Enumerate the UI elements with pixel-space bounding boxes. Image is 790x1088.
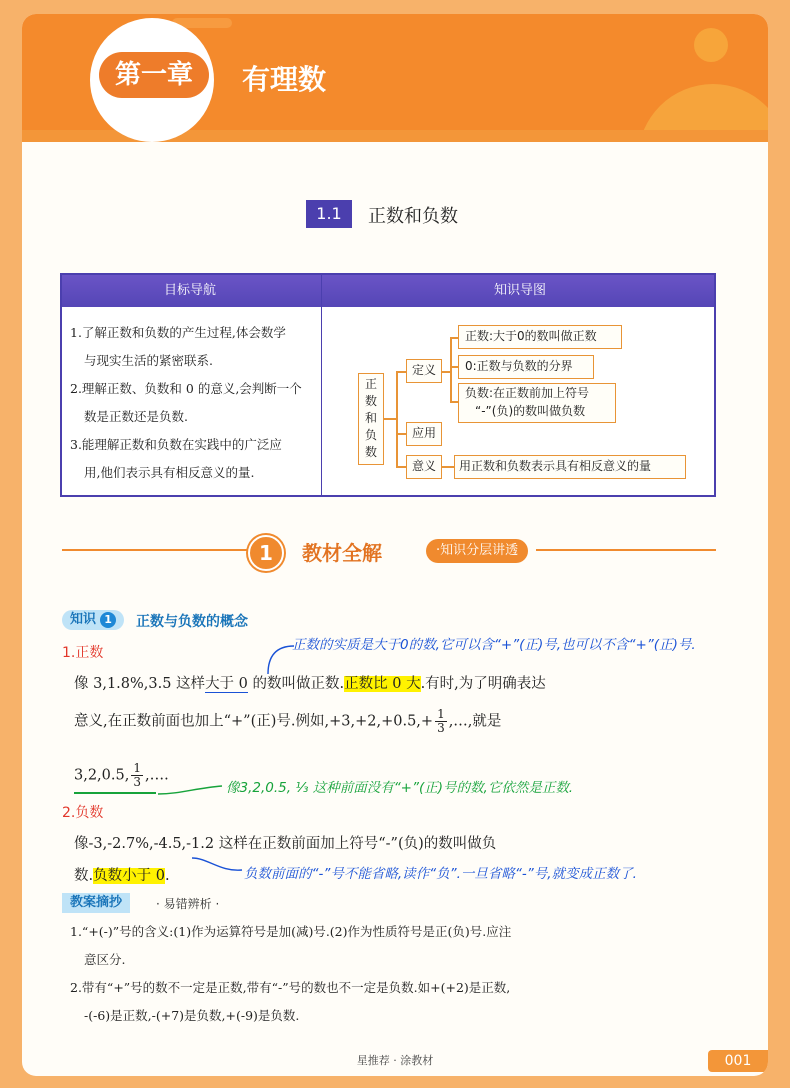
knowledge-tag-number: 1: [100, 612, 116, 628]
connector: [396, 433, 406, 435]
caption-line-right: [536, 549, 716, 551]
note-line: 意区分.: [84, 952, 126, 967]
handwritten-note-2: 像3,2,0.5, ⅓ 这种前面没有“+”(正)号的数,它依然是正数.: [226, 780, 574, 796]
notes-tag: 教案摘抄: [62, 893, 130, 913]
goal-line: 数是正数还是负数.: [84, 409, 188, 424]
text-run: 意义,在正数前面也加上“+”(正)号.例如,+3,+2,+0.5,+: [74, 713, 434, 730]
paragraph-line-4: 像-3,-2.7%,-4.5,-1.2 这样在正数前面加上符号“-”(负)的数叫做负: [74, 836, 497, 852]
note-line: 1.“+(-)”号的含义:(1)作为运算符号是加(减)号.(2)作为性质符号是正(负)号.应注: [70, 924, 512, 939]
fraction-denominator: 3: [133, 775, 141, 789]
connector: [442, 371, 450, 373]
footer-text: 星推荐 · 涂教材: [356, 1054, 434, 1067]
fraction-numerator: 1: [133, 761, 141, 775]
mindmap-root: [358, 373, 384, 465]
goal-line: 1.了解正数和负数的产生过程,体会数学: [70, 325, 286, 340]
connector: [450, 337, 452, 401]
section-title: 正数和负数: [368, 206, 458, 227]
fraction: [131, 762, 143, 789]
handwritten-note-1: 正数的实质是大于0的数,它可以含“+”(正)号,也可以不含“+”(正)号.: [292, 637, 696, 653]
text-run: 的数叫做正数.: [247, 676, 345, 692]
leaf-negative-line: 负数:在正数前加上符号: [465, 386, 590, 400]
branch-meaning: 意义: [406, 455, 442, 479]
root-char: 数: [364, 445, 377, 459]
goal-line: 与现实生活的紧密联系.: [84, 353, 213, 368]
decor-dot: [694, 28, 728, 62]
highlighted-text: 正数比 0 大: [344, 676, 421, 692]
notes-subtitle: · 易错辨析 ·: [156, 897, 220, 911]
root-char: 和: [364, 411, 377, 425]
page: [22, 14, 768, 1076]
note-arrow-3: [190, 854, 246, 876]
branch-define: 定义: [406, 359, 442, 383]
highlighted-text: 负数小于 0: [93, 868, 165, 884]
goal-line: 3.能理解正数和负数在实践中的广泛应: [70, 437, 282, 452]
page-number: 001: [708, 1050, 768, 1072]
table-head-map: 知识导图: [494, 283, 547, 298]
paragraph-line-2: [74, 708, 501, 735]
caption-title: 教材全解: [302, 541, 382, 565]
text-run: ,…,就是: [448, 713, 502, 730]
table-head-goals: 目标导航: [164, 283, 217, 298]
leaf-negative-line: “-”(负)的数叫做负数: [475, 404, 586, 418]
knowledge-tag-label: 知识: [70, 612, 97, 627]
text-run: 像 3,1.8%,3.5 这样: [74, 676, 206, 692]
note-arrow-2: [156, 780, 226, 800]
paragraph-line-3: [74, 762, 169, 789]
table-divider: [321, 275, 322, 495]
connector: [396, 466, 406, 468]
caption-pill: ·知识分层讲透: [426, 539, 528, 563]
connector: [450, 337, 458, 339]
fraction-denominator: 3: [437, 721, 445, 735]
chapter-title: 有理数: [242, 63, 327, 96]
paragraph-line-1: [74, 672, 546, 693]
text-run: ,….: [144, 767, 169, 784]
goal-line: 2.理解正数、负数和 0 的意义,会判断一个: [70, 381, 302, 396]
connector: [396, 371, 398, 467]
note-line: 2.带有“+”号的数不一定是正数,带有“-”号的数也不一定是负数.如+(+2)是正数,: [70, 980, 511, 995]
underline-mark: [74, 792, 156, 794]
caption-line-left: [62, 549, 248, 551]
section-number: 1.1: [306, 200, 352, 228]
goals-list: [70, 319, 318, 487]
root-char: 数: [364, 394, 377, 408]
leaf-meaning: 用正数和负数表示具有相反意义的量: [454, 455, 686, 479]
underlined-term: 大于 0: [205, 676, 248, 692]
table-header: [62, 275, 714, 307]
subheading-negative: 2.负数: [62, 805, 104, 821]
connector: [450, 401, 458, 403]
note-line: -(-6)是正数,-(+7)是负数,+(-9)是负数.: [84, 1008, 300, 1023]
connector: [450, 366, 458, 368]
fraction: [435, 708, 447, 735]
knowledge-tag: [62, 610, 124, 630]
text-run: 数.: [74, 868, 94, 884]
text-run: .: [164, 868, 170, 884]
root-char: 负: [364, 428, 377, 442]
goal-line: 用,他们表示具有相反意义的量.: [84, 465, 255, 480]
paragraph-line-5: [74, 864, 170, 885]
leaf-negative: [458, 383, 616, 423]
caption-number: 1: [248, 535, 284, 571]
leaf-zero: 0:正数与负数的分界: [458, 355, 594, 379]
root-char: 正: [364, 377, 377, 391]
chapter-label: 第一章: [99, 52, 209, 98]
leaf-positive: 正数:大于0的数叫做正数: [458, 325, 622, 349]
text-run: .有时,为了明确表达: [420, 676, 546, 692]
text-run: 3,2,0.5,: [74, 767, 130, 784]
connector: [396, 371, 406, 373]
branch-apply: 应用: [406, 422, 442, 446]
knowledge-title: 正数与负数的概念: [136, 614, 248, 630]
overview-table: [60, 273, 716, 497]
connector: [384, 418, 396, 420]
chapter-banner: [22, 14, 768, 142]
connector: [442, 466, 454, 468]
handwritten-note-3: 负数前面的“-”号不能省略,读作“负”.一旦省略“-”号,就变成正数了.: [244, 866, 637, 882]
subheading-positive: 1.正数: [62, 645, 104, 661]
fraction-numerator: 1: [437, 707, 445, 721]
